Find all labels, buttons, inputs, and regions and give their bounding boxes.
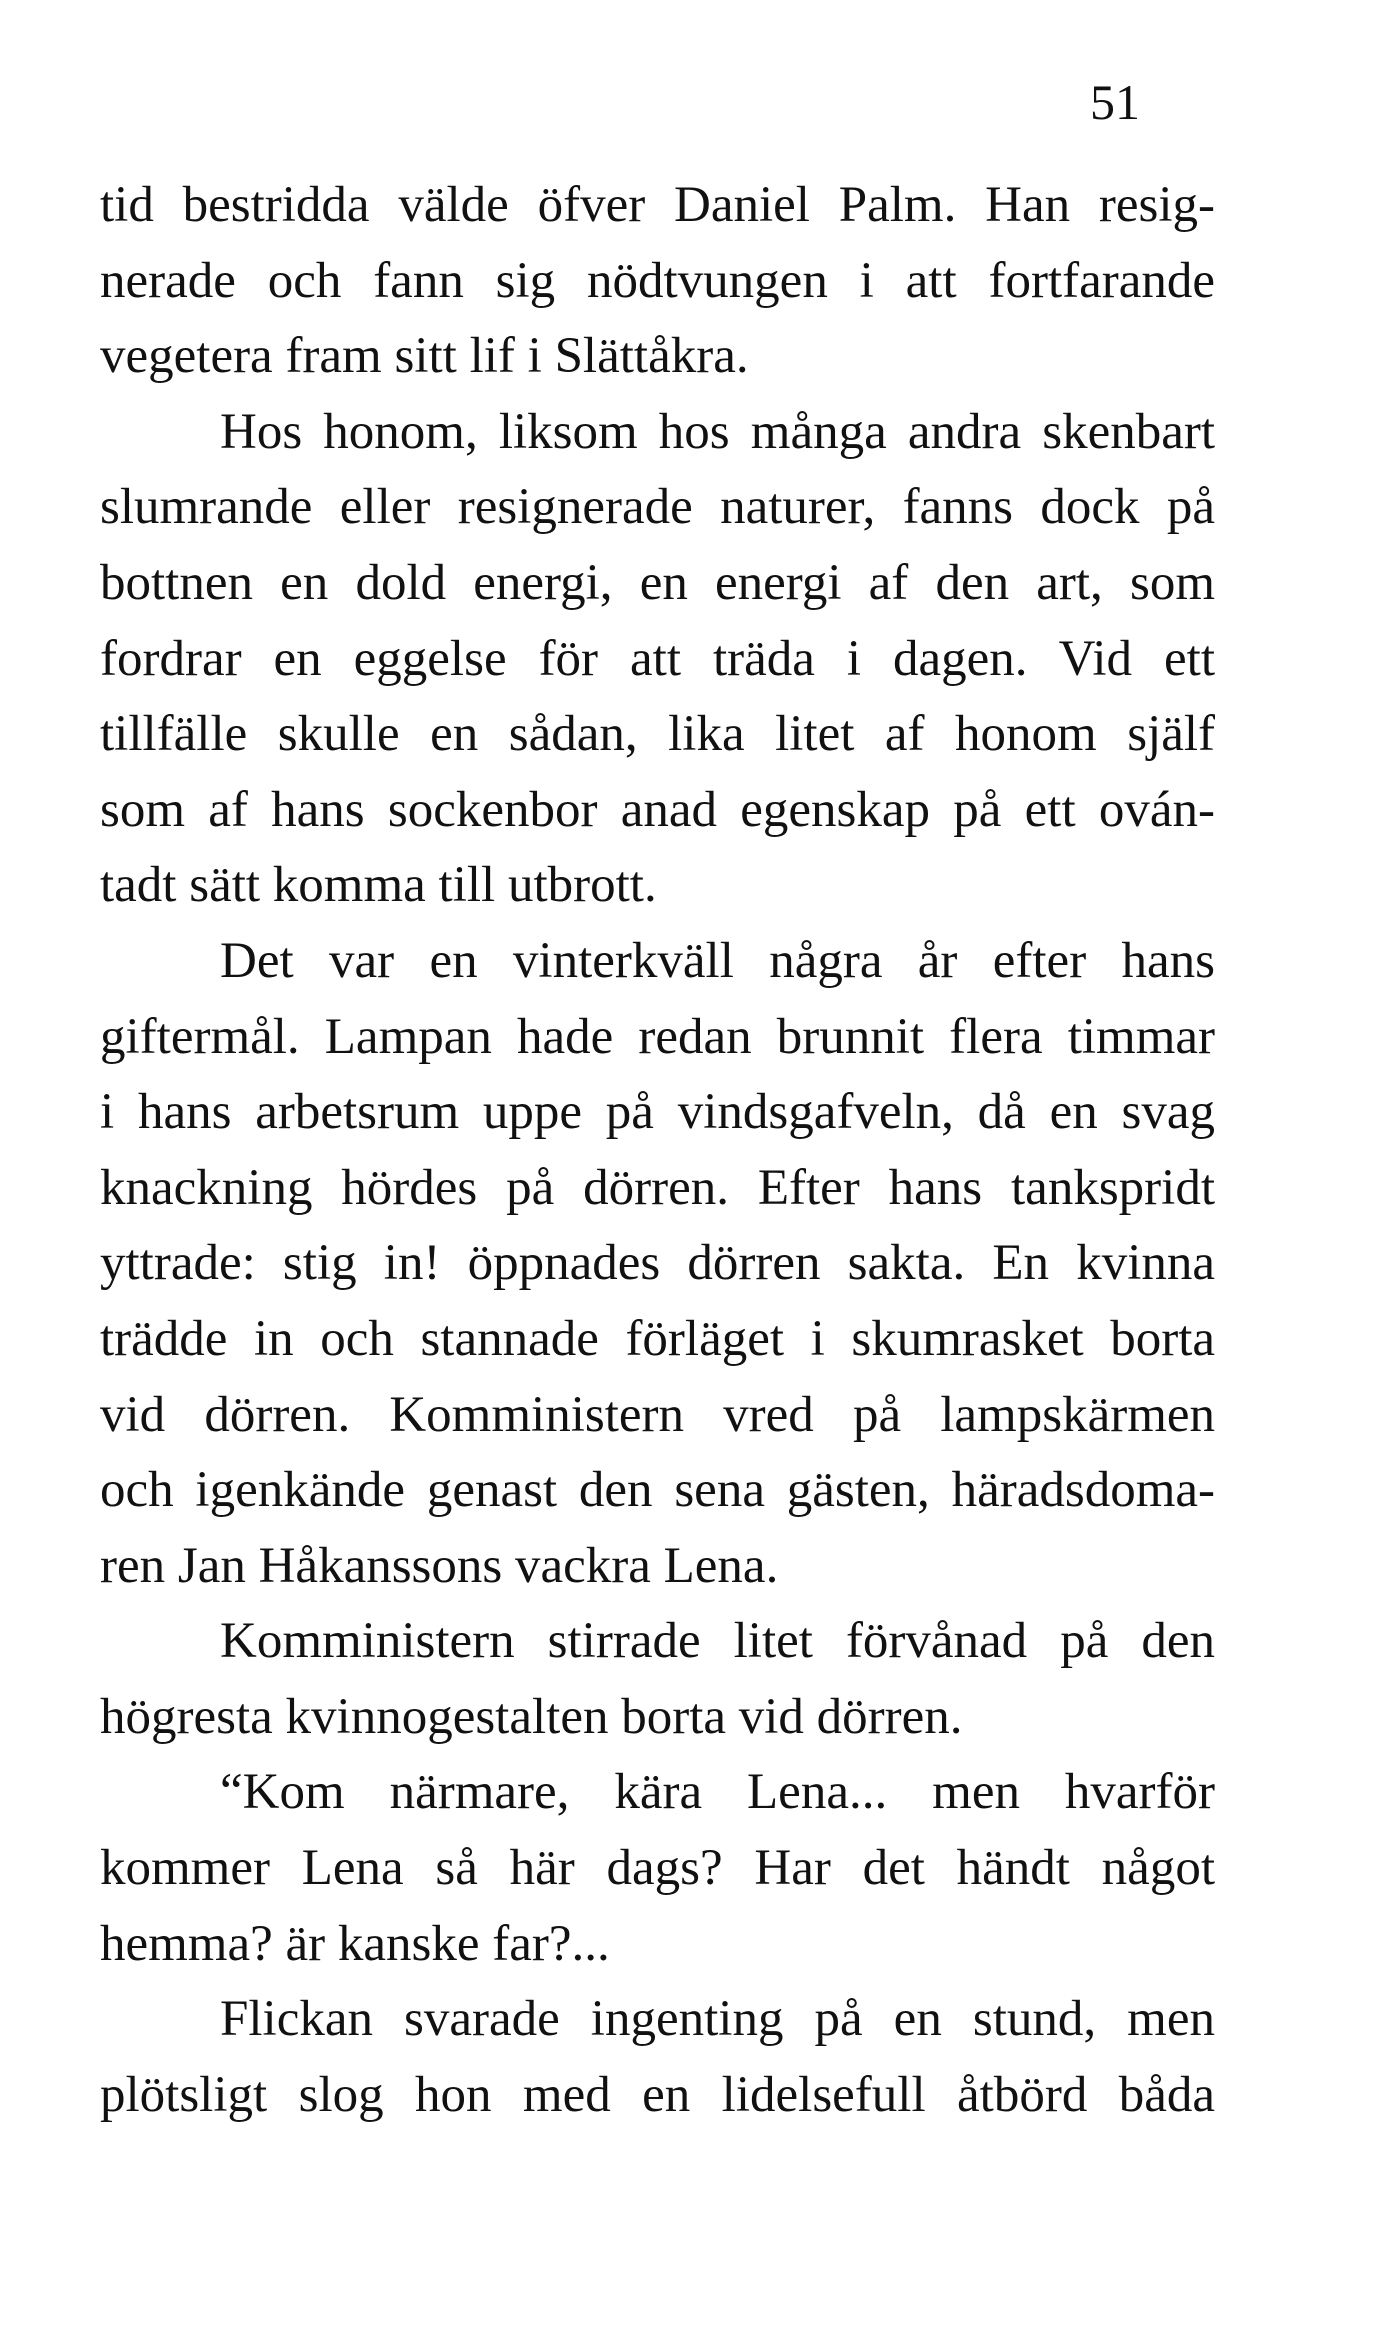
text-line: yttrade: stig in! öppnades dörren sakta. En kvinna	[100, 1235, 1215, 1292]
text-line: ren Jan Håkanssons vackra Lena.	[100, 1537, 779, 1594]
text-line: Det var en vinterkväll några år efter hans	[220, 932, 1215, 989]
text-line: tid bestridda välde öfver Daniel Palm. Han resig-	[100, 177, 1215, 233]
body-text	[100, 168, 1215, 2133]
text-line: slumrande eller resignerade naturer, fanns dock på	[100, 479, 1215, 536]
text-line: giftermål. Lampan hade redan brunnit flera timmar	[100, 1008, 1215, 1065]
text-line: och igenkände genast den sena gästen, häradsdoma-	[100, 1462, 1215, 1519]
text-line: Flickan svarade ingenting på en stund, men	[220, 1991, 1215, 2048]
text-line: bottnen en dold energi, en energi af den art, som	[100, 554, 1215, 611]
text-line: “Kom närmare, kära Lena... men hvarför	[220, 1764, 1215, 1821]
text-line: som af hans sockenbor anad egenskap på ett ován-	[100, 781, 1215, 838]
text-line: vegetera fram sitt lif i Slättåkra.	[100, 328, 749, 385]
text-line: högresta kvinnogestalten borta vid dörren.	[100, 1688, 963, 1745]
text-line: tadt sätt komma till utbrott.	[100, 857, 657, 914]
text-line: tillfälle skulle en sådan, lika litet af honom själf	[100, 706, 1215, 763]
text-line: i hans arbetsrum uppe på vindsgafveln, då en svag	[100, 1084, 1215, 1141]
page-number: 51	[1090, 74, 1140, 130]
text-line: hemma? är kanske far?...	[100, 1915, 610, 1972]
text-line: plötsligt slog hon med en lidelsefull åtbörd båda	[100, 2066, 1215, 2123]
text-line: kommer Lena så här dags? Har det händt något	[100, 1840, 1215, 1897]
text-line: trädde in och stannade förläget i skumrasket borta	[100, 1310, 1215, 1367]
text-line: Hos honom, liksom hos många andra skenbart	[220, 403, 1215, 460]
text-line: knackning hördes på dörren. Efter hans tankspridt	[100, 1159, 1215, 1216]
text-line: fordrar en eggelse för att träda i dagen. Vid ett	[100, 630, 1215, 687]
text-line: nerade och fann sig nödtvungen i att fortfarande	[100, 252, 1215, 309]
text-line: Komministern stirrade litet förvånad på den	[220, 1613, 1215, 1670]
text-line: vid dörren. Komministern vred på lampskärmen	[100, 1386, 1215, 1443]
